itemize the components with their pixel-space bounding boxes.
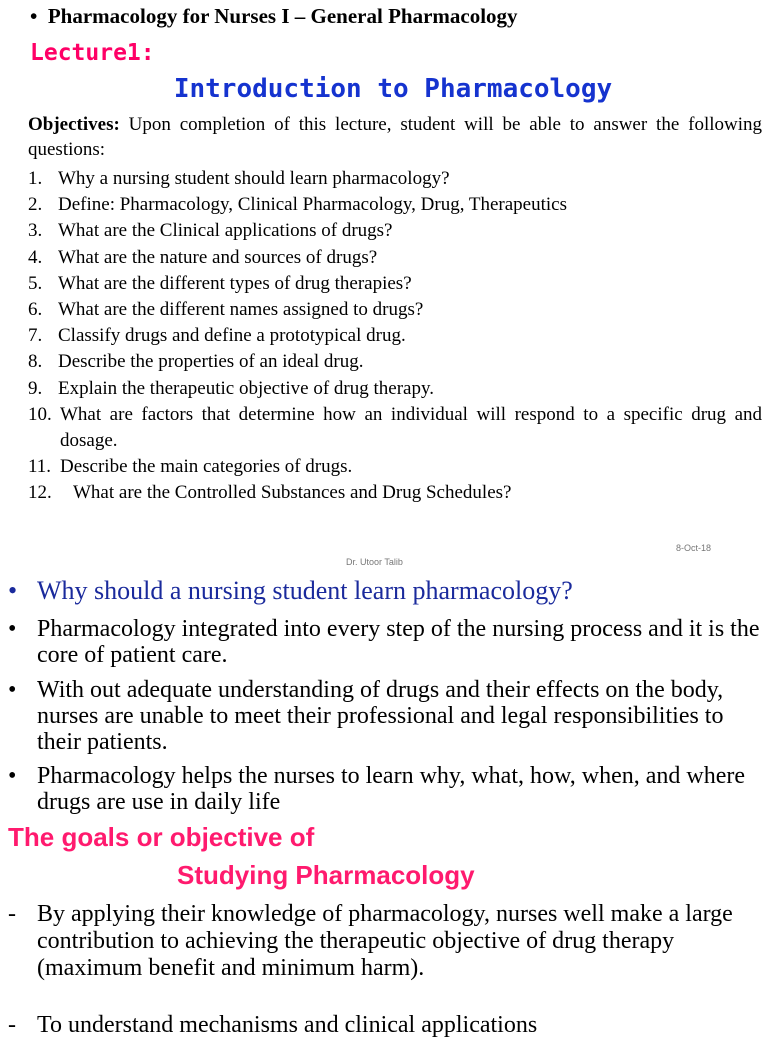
header-text: Pharmacology for Nurses I – General Pharmacology [47, 4, 518, 28]
list-item [28, 480, 762, 506]
list-item [28, 166, 762, 192]
list-item-number: 10. [28, 403, 52, 425]
section-heading-text: Why should a nursing student learn pharmacology? [37, 576, 573, 605]
goals-heading-line2: Studying Pharmacology [177, 860, 475, 890]
list-item-number: 5. [28, 272, 43, 294]
list-item-number: 6. [28, 299, 43, 321]
footer-date: 8-Oct-18 [676, 543, 712, 553]
document-header [30, 4, 518, 29]
list-item-text: Describe the main categories of drugs. [60, 456, 353, 478]
list-item-number: 12. [28, 482, 52, 504]
bullet-item [0, 677, 768, 755]
list-item-text: What are the nature and sources of drugs? [58, 246, 378, 268]
dash-item-text: By applying their knowledge of pharmacology, nurses well make a large contribution to achieving the therapeutic objective of drug therapy (maximum benefit and minimum harm). [37, 901, 733, 981]
bullet-glyph: • [8, 616, 17, 642]
list-item-text: Define: Pharmacology, Clinical Pharmacology, Drug, Therapeutics [58, 194, 567, 216]
lecture-title: Introduction to Pharmacology [173, 74, 613, 104]
list-item-number: 7. [28, 325, 43, 347]
bullet-glyph: • [30, 4, 38, 28]
objectives-label: Objectives: [28, 114, 120, 135]
list-item-text: What are the different types of drug therapies? [58, 272, 412, 294]
list-item [28, 218, 762, 244]
list-item-text: What are the Controlled Substances and Drug Schedules? [73, 482, 512, 504]
list-item-number: 1. [28, 168, 43, 189]
section-heading [0, 578, 768, 604]
dash-glyph: - [8, 901, 16, 927]
dash-item [0, 901, 768, 982]
dash-glyph: - [8, 1012, 16, 1038]
list-item [28, 323, 762, 349]
objectives-list [28, 166, 762, 507]
bullet-glyph: • [8, 763, 17, 789]
lecture-label: Lecture1: [30, 40, 155, 66]
list-item [28, 245, 762, 271]
list-item-number: 3. [28, 220, 43, 242]
list-item-text: Explain the therapeutic objective of drug therapy. [58, 377, 434, 399]
list-item [28, 192, 762, 218]
list-item-number: 2. [28, 194, 43, 216]
dash-item-text: To understand mechanisms and clinical applications [37, 1012, 538, 1038]
list-item [28, 376, 762, 402]
list-item [28, 349, 762, 375]
list-item [28, 297, 762, 323]
bullet-item [0, 616, 768, 668]
bullet-text: Pharmacology integrated into every step of the nursing process and it is the core of patient care. [37, 616, 760, 668]
objectives-intro: Upon completion of this lecture, student will be able to answer the following questions: [28, 114, 762, 160]
list-item [28, 402, 762, 454]
bullet-glyph: • [8, 677, 17, 703]
list-item-number: 11. [28, 456, 52, 478]
dash-item [0, 1012, 768, 1039]
bullet-text: Pharmacology helps the nurses to learn why, what, how, when, and where drugs are use in daily life [37, 763, 746, 815]
bullet-glyph: • [8, 576, 18, 605]
objectives-paragraph [28, 112, 762, 162]
bullet-text: With out adequate understanding of drugs and their effects on the body, nurses are unable to meet their professional and legal responsibilities to their patients. [37, 677, 724, 755]
list-item-number: 9. [28, 377, 43, 399]
list-item [28, 271, 762, 297]
list-item [28, 454, 762, 480]
list-item-text: What are factors that determine how an individual will respond to a specific drug and dosage. [60, 403, 762, 452]
list-item-text: Describe the properties of an ideal drug. [58, 351, 364, 373]
list-item-text: Classify drugs and define a prototypical drug. [58, 325, 406, 347]
goals-heading-line1: The goals or objective of [8, 822, 315, 852]
footer-author: Dr. Utoor Talib [346, 557, 403, 567]
bullet-item [0, 763, 768, 815]
list-item-text: What are the different names assigned to drugs? [58, 299, 424, 321]
list-item-text: Why a nursing student should learn pharmacology? [58, 168, 450, 189]
list-item-number: 4. [28, 246, 43, 268]
list-item-text: What are the Clinical applications of drugs? [58, 220, 393, 242]
list-item-number: 8. [28, 351, 43, 373]
